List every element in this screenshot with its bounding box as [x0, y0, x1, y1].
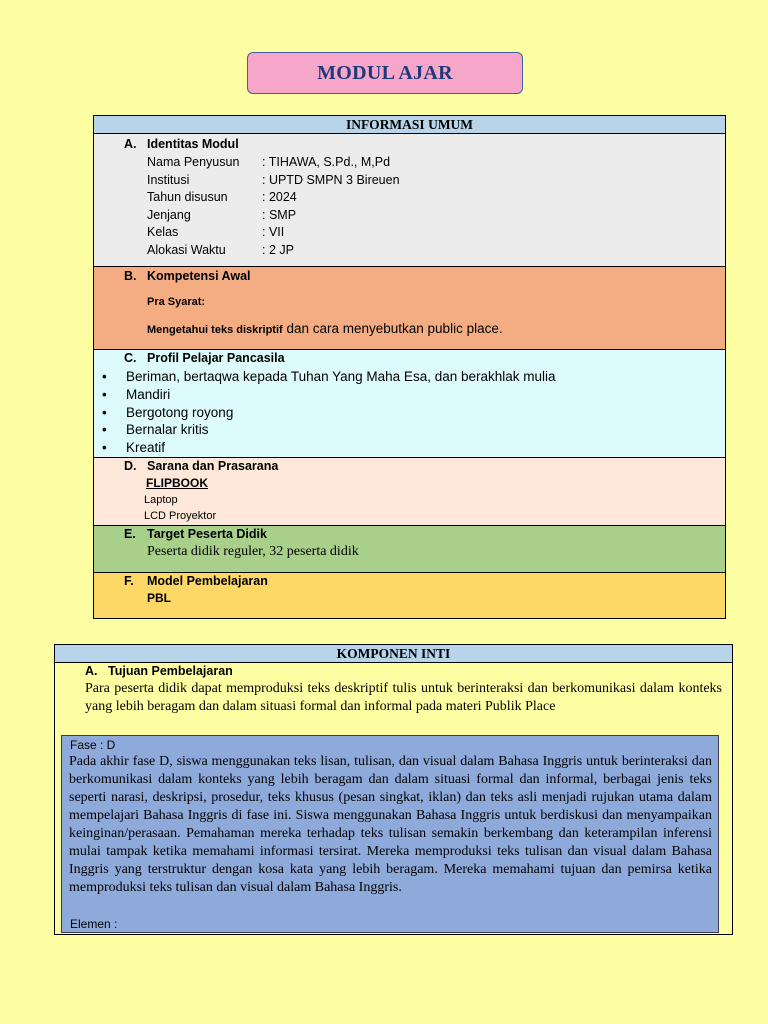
- identitas-row: Tahun disusun : 2024: [147, 190, 297, 204]
- identitas-modul-section: [94, 133, 725, 266]
- kompetensi-awal-title: B. Kompetensi Awal: [124, 269, 251, 283]
- target-peserta-section: [94, 525, 725, 572]
- model-pembelajaran-section: [94, 572, 725, 618]
- profil-pelajar-title: C. Profil Pelajar Pancasila: [124, 351, 285, 365]
- list-item: • Bergotong royong: [102, 405, 234, 420]
- identitas-row: Alokasi Waktu : 2 JP: [147, 243, 294, 257]
- tujuan-pembelajaran-text: Para peserta didik dapat memproduksi teks deskriptif tulis untuk berinteraksi dan berkomunikasi dalam konteks yang lebih beragam dan dalam situasi formal dan informal pada materi Publik Place: [85, 681, 722, 714]
- bullet-icon: •: [102, 387, 107, 402]
- list-item: • Kreatif: [102, 440, 166, 455]
- sarana-item: FLIPBOOK: [146, 476, 208, 490]
- kompetensi-awal-section: [94, 266, 725, 349]
- model-pembelajaran-text: PBL: [147, 591, 171, 605]
- identitas-row: Nama Penyusun : TIHAWA, S.Pd., M,Pd: [147, 155, 391, 169]
- komponen-inti-table: [54, 644, 733, 935]
- bullet-icon: •: [102, 440, 107, 455]
- list-item: • Bernalar kritis: [102, 422, 209, 437]
- fase-description: Pada akhir fase D, siswa menggunakan teks lisan, tulisan, dan visual dalam Bahasa Inggris untuk berinteraksi dan berkomunikasi dalam konteks yang lebih beragam dan dalam situasi formal dan informal, berbagai jenis teks seperti narasi, deskripsi, prosedur, teks khusus (pesan singkat, iklan) dan teks asli menjadi rujukan utama dalam mempelajari Bahasa Inggris di fase ini. Siswa menggunakan Bahasa Inggris untuk berdiskusi dan menyampaikan keinginan/perasaan. Pemahaman mereka terhadap teks tulisan semakin berkembang dan keterampilan inferensi mulai tampak ketika memahami informasi tersirat. Mereka memproduksi teks tulisan dan visual dalam Bahasa Inggris yang terstruktur dengan kosa kata yang lebih beragam. Mereka memahami tujuan dan pemirsa ketika memproduksi teks tulisan dan visual dalam Bahasa Inggris.: [69, 754, 712, 895]
- tujuan-pembelajaran-title: A. Tujuan Pembelajaran: [85, 664, 233, 678]
- identitas-row: Kelas : VII: [147, 225, 285, 239]
- model-pembelajaran-title: F. Model Pembelajaran: [124, 574, 268, 588]
- komponen-inti-header: KOMPONEN INTI: [55, 645, 732, 663]
- pra-syarat-label: Pra Syarat:: [147, 296, 206, 308]
- bullet-icon: •: [102, 422, 107, 437]
- page-title: MODUL AJAR: [247, 52, 523, 94]
- list-item: • Beriman, bertaqwa kepada Tuhan Yang Maha Esa, dan berakhlak mulia: [102, 369, 556, 384]
- bullet-icon: •: [102, 405, 107, 420]
- identitas-row: Institusi : UPTD SMPN 3 Bireuen: [147, 173, 400, 187]
- bullet-icon: •: [102, 369, 107, 384]
- target-peserta-text: Peserta didik reguler, 32 peserta didik: [147, 544, 359, 559]
- sarana-item: LCD Proyektor: [144, 510, 217, 522]
- identitas-modul-title: A. Identitas Modul: [124, 137, 239, 151]
- identitas-row: Jenjang : SMP: [147, 208, 297, 222]
- sarana-prasarana-section: [94, 457, 725, 525]
- sarana-prasarana-title: D. Sarana dan Prasarana: [124, 459, 279, 473]
- kompetensi-text: Mengetahui teks diskriptif dan cara menyebutkan public place.: [147, 321, 503, 336]
- fase-box: [61, 735, 719, 933]
- fase-label: Fase : D: [70, 738, 116, 752]
- elemen-label: Elemen :: [70, 917, 118, 931]
- informasi-umum-table: [93, 115, 726, 619]
- list-item: • Mandiri: [102, 387, 171, 402]
- sarana-item: Laptop: [144, 494, 178, 506]
- informasi-umum-header: INFORMASI UMUM: [94, 116, 725, 133]
- target-peserta-title: E. Target Peserta Didik: [124, 527, 267, 541]
- profil-pelajar-section: [94, 349, 725, 457]
